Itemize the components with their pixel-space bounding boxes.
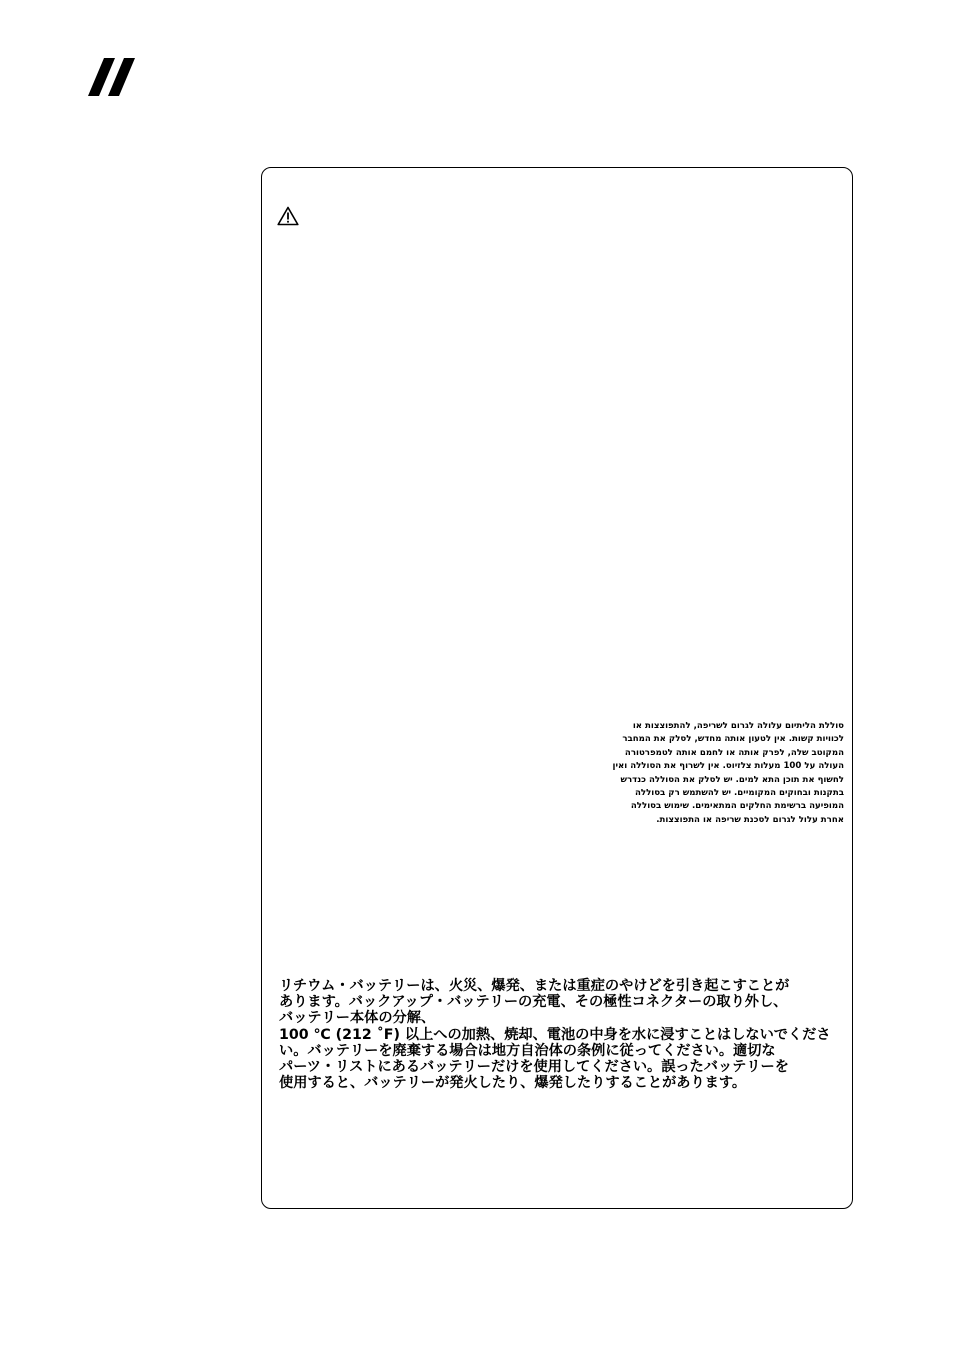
japanese-battery-warning: リチウム・バッテリーは、火災、爆発、または重症のやけどを引き起こすことが あります。バックアップ・バッテリーの充電、その極性コネクターの取り外し、 バッテリー本体の分解、 100 ℃ (212 ˚F) 以上への加熱、焼却、電池の中身を水に浸すことはしないでくださ い。バッテリーを廃棄する場合は地方自治体の条例に従ってください。適切な パーツ・リストにあるバッテリーだけを使用してください。誤ったバッテリーを 使用すると、バッテリーが発火したり、爆発したりすることがあります。 (279, 978, 831, 1092)
warning-triangle-icon (277, 206, 299, 226)
hebrew-battery-warning: סוללת הליתיום עלולה לגרום לשריפה, להתפוצצות או לכוויות קשות. אין לטעון אותה מחדש, לסלק את המחבר המקוטב שלה, לפרק אותה או לחמם אותה לטמפרטורה העולה על 100 מעלות צלזיוס. אין לשרוף את הסוללה ואין לחשוף את תוכן התא למים. יש לסלק את הסוללה כנדרש בתקנות ובחוקים המקומיים. יש להשתמש רק בסוללה המופיעה ברשימת החלקים המתאימים. שימוש בסוללה אחרת עלול לגרום לסכנת שריפה או התפוצצות. (612, 721, 844, 825)
safety-notice-box (261, 167, 853, 1209)
double-slash-logo-icon (88, 58, 138, 96)
